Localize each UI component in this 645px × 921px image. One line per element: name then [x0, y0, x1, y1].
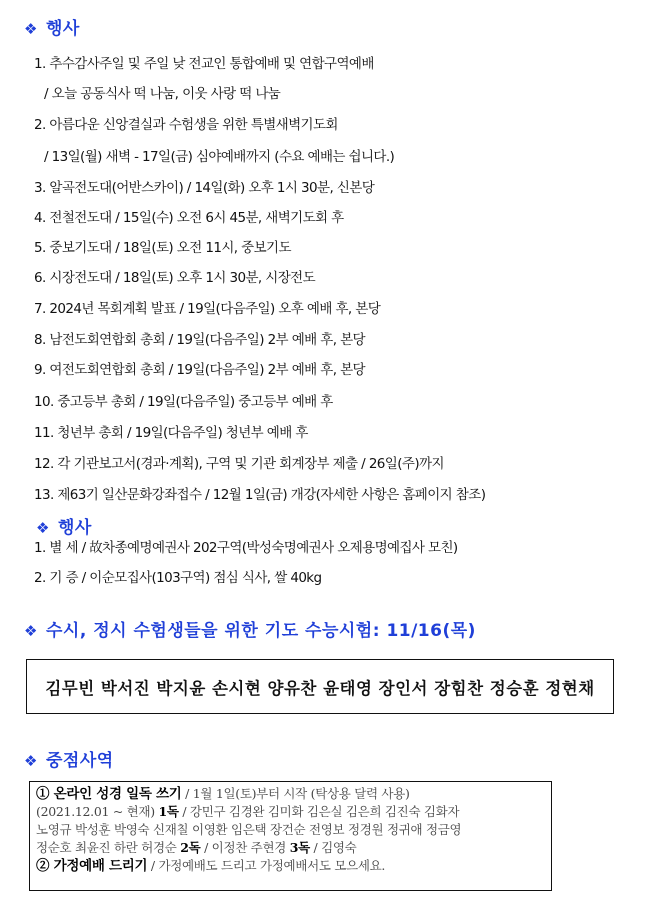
- focus-ministry-box: [29, 781, 552, 891]
- focus-names: / 김영숙: [309, 840, 357, 855]
- section-heading-focus: [24, 746, 114, 771]
- focus-item-title: ① 온라인 성경 일독 쓰기: [36, 786, 182, 802]
- focus-line: [36, 839, 543, 857]
- section-title: 중점사역: [46, 751, 114, 771]
- news-item: 2. 기 증 / 이순모집사(103구역) 점심 식사, 쌀 40kg: [34, 570, 322, 586]
- focus-line: [36, 857, 543, 875]
- event-item: 6. 시장전도대 / 18일(토) 오후 1시 30분, 시장전도: [34, 270, 316, 286]
- student-names: 김무빈 박서진 박지윤 손시현 양유찬 윤태영 장인서 장힘찬 정승훈 정현채: [45, 678, 595, 698]
- student-names-box: [26, 659, 614, 714]
- event-item: 7. 2024년 목회계획 발표 / 19일(다음주일) 오후 예배 후, 본당: [34, 301, 381, 317]
- diamond-bullet-icon: ❖: [24, 20, 38, 38]
- event-item-detail: / 13일(월) 새벽 - 17일(금) 심야예배까지 (수요 예배는 쉽니다.): [44, 149, 395, 165]
- event-item: 10. 중고등부 총회 / 19일(다음주일) 중고등부 예배 후: [34, 394, 333, 410]
- event-item: 5. 중보기도대 / 18일(토) 오전 11시, 중보기도: [34, 240, 291, 256]
- focus-line: [36, 803, 543, 821]
- section-title: 행사: [58, 518, 92, 538]
- focus-item-detail: / 1월 1일(토)부터 시작 (탁상용 달력 사용): [181, 786, 410, 801]
- focus-names: 정순호 최윤진 하란 허경순: [36, 840, 181, 855]
- focus-names: / 강민구 김경완 김미화 김은실 김은희 김진숙 김화자: [178, 804, 460, 819]
- event-item: 2. 아름다운 신앙결실과 수험생을 위한 특별새벽기도회: [34, 117, 338, 133]
- news-item: 1. 별 세 / 故차종예명예권사 202구역(박성숙명예권사 오제용명예집사 모친): [34, 540, 458, 556]
- focus-line: [36, 821, 543, 839]
- focus-period: (2021.12.01 ~ 현재): [36, 804, 159, 819]
- section-title: 수시, 정시 수험생들을 위한 기도 수능시험: 11/16(목): [46, 621, 476, 641]
- focus-item-title: ② 가정예배 드리기: [36, 858, 148, 874]
- event-item: 4. 전철전도대 / 15일(수) 오전 6시 45분, 새벽기도회 후: [34, 210, 344, 226]
- focus-names: 노영규 박성훈 박영숙 신재칠 이영환 임은택 장건순 전영보 정경원 정귀애 정금영: [36, 822, 462, 837]
- focus-names: / 이정찬 주현경: [200, 840, 290, 855]
- diamond-bullet-icon: ❖: [24, 752, 38, 770]
- event-item: 12. 각 기관보고서(경과·계획), 구역 및 기관 회계장부 제출 / 26일(주)까지: [34, 456, 444, 472]
- event-item: 8. 남전도회연합회 총회 / 19일(다음주일) 2부 예배 후, 본당: [34, 332, 365, 348]
- event-item: 11. 청년부 총회 / 19일(다음주일) 청년부 예배 후: [34, 425, 308, 441]
- diamond-bullet-icon: ❖: [36, 519, 50, 537]
- event-item: 1. 추수감사주일 및 주일 낮 전교인 통합예배 및 연합구역예배: [34, 56, 374, 72]
- event-item: 13. 제63기 일산문화강좌접수 / 12월 1일(금) 개강(자세한 사항은 홈페이지 참조): [34, 487, 486, 503]
- focus-count: 2독: [180, 840, 201, 855]
- focus-count: 1독: [158, 804, 179, 819]
- focus-line: [36, 785, 543, 803]
- event-item-detail: / 오늘 공동식사 떡 나눔, 이웃 사랑 떡 나눔: [44, 86, 281, 102]
- diamond-bullet-icon: ❖: [24, 622, 38, 640]
- event-item: 3. 알곡전도대(어반스카이) / 14일(화) 오후 1시 30분, 신본당: [34, 180, 375, 196]
- section-title: 행사: [46, 19, 80, 39]
- section-heading-events-2: [36, 513, 92, 538]
- section-heading-events: [24, 14, 80, 39]
- section-heading-prayer: [24, 616, 476, 641]
- event-item: 9. 여전도회연합회 총회 / 19일(다음주일) 2부 예배 후, 본당: [34, 362, 365, 378]
- focus-item-detail: / 가정예배도 드리고 가정예배서도 모으세요.: [147, 858, 386, 873]
- focus-count: 3독: [289, 840, 310, 855]
